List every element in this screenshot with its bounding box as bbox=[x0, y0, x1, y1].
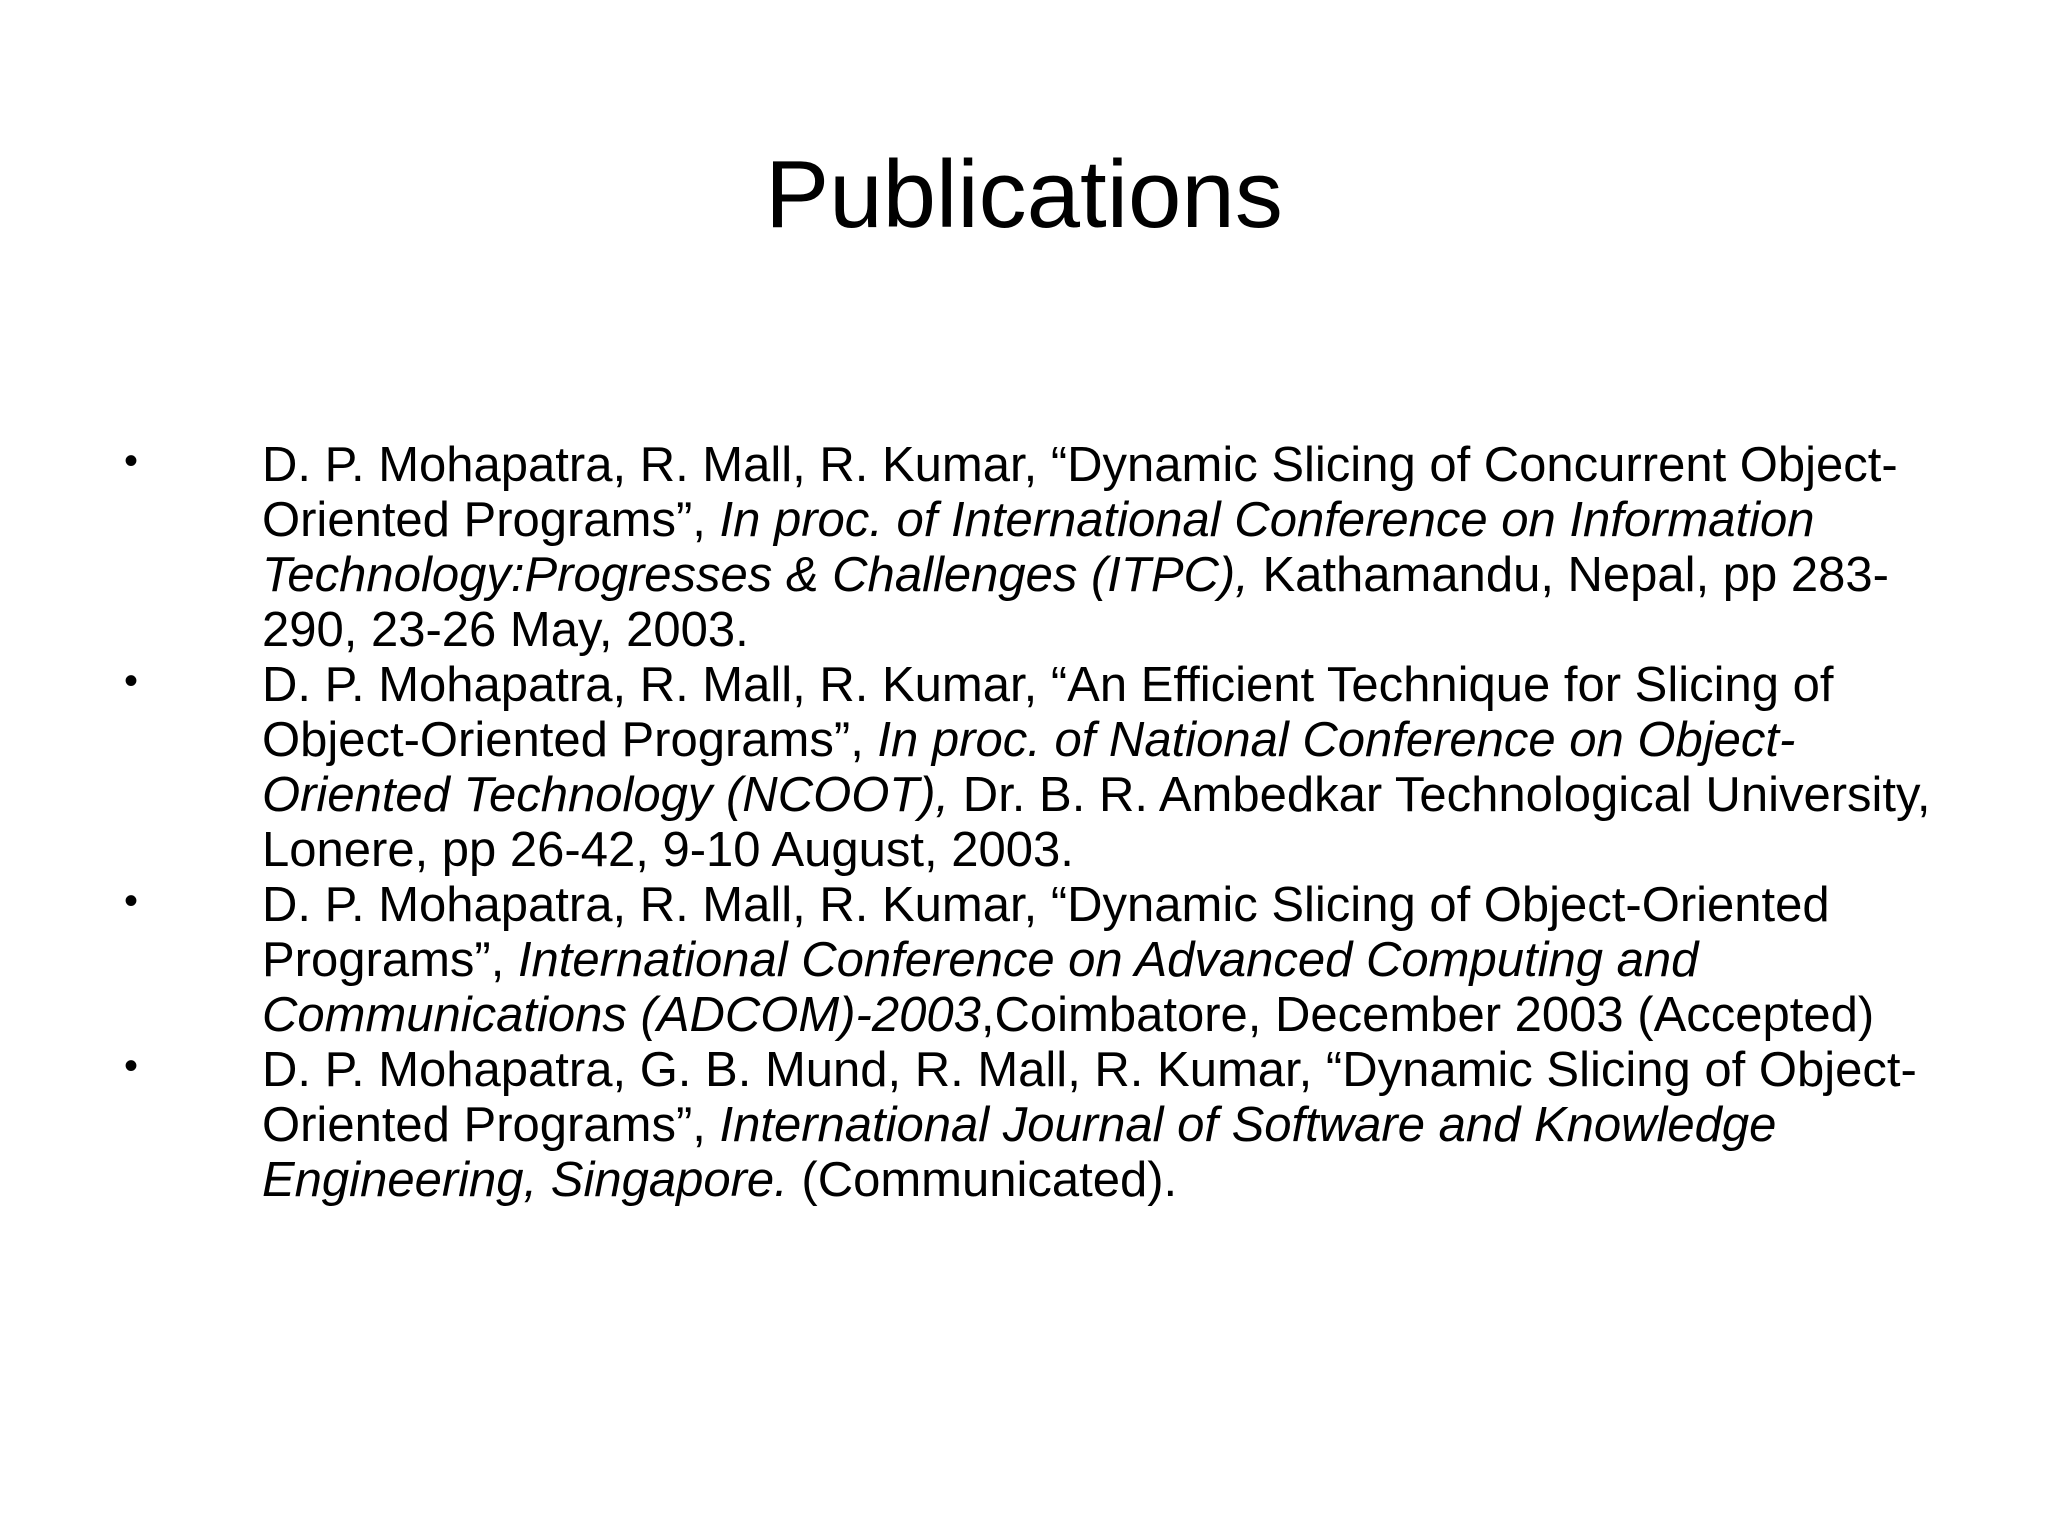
publication-venue: International Conference on Advanced Computing and Communications (ADCOM)-2003 bbox=[262, 933, 1699, 1042]
publication-authors-title: D. P. Mohapatra, G. B. Mund, R. Mall, R. Kumar, “Dynamic Slicing of Object-Oriented Programs”, bbox=[262, 1043, 1917, 1152]
publication-venue: International Journal of Software and Knowledge Engineering, Singapore. bbox=[262, 1098, 1777, 1207]
bullet-icon: • bbox=[124, 439, 139, 483]
publication-list bbox=[0, 438, 2048, 1208]
publication-venue: In proc. of International Conference on Information Technology:Progresses & Challenges (ITPC), bbox=[262, 493, 1815, 602]
publication-authors-title: D. P. Mohapatra, R. Mall, R. Kumar, “An Efficient Technique for Slicing of Object-Oriented Programs”, bbox=[262, 658, 1834, 767]
publication-item bbox=[0, 658, 1962, 878]
publication-venue: In proc. of National Conference on Object-Oriented Technology (NCOOT), bbox=[262, 713, 1796, 822]
publication-authors-title: D. P. Mohapatra, R. Mall, R. Kumar, “Dynamic Slicing of Concurrent Object-Oriented Programs”, bbox=[262, 438, 1898, 547]
bullet-icon: • bbox=[124, 659, 139, 703]
publication-details: ,Coimbatore, December 2003 (Accepted) bbox=[980, 988, 1875, 1042]
publication-authors-title: D. P. Mohapatra, R. Mall, R. Kumar, “Dynamic Slicing of Object-Oriented Programs”, bbox=[262, 878, 1830, 987]
publication-item bbox=[0, 438, 1962, 658]
publication-details: Dr. B. R. Ambedkar Technological University, Lonere, pp 26-42, 9-10 August, 2003. bbox=[262, 768, 1931, 877]
slide-title: Publications bbox=[765, 141, 1283, 248]
publication-details: Kathamandu, Nepal, pp 283-290, 23-26 May, 2003. bbox=[262, 548, 1889, 657]
publication-item bbox=[0, 878, 1962, 1043]
bullet-icon: • bbox=[124, 879, 139, 923]
publication-details: (Communicated). bbox=[787, 1153, 1178, 1207]
bullet-icon: • bbox=[124, 1044, 139, 1088]
publication-item bbox=[0, 1043, 1962, 1208]
